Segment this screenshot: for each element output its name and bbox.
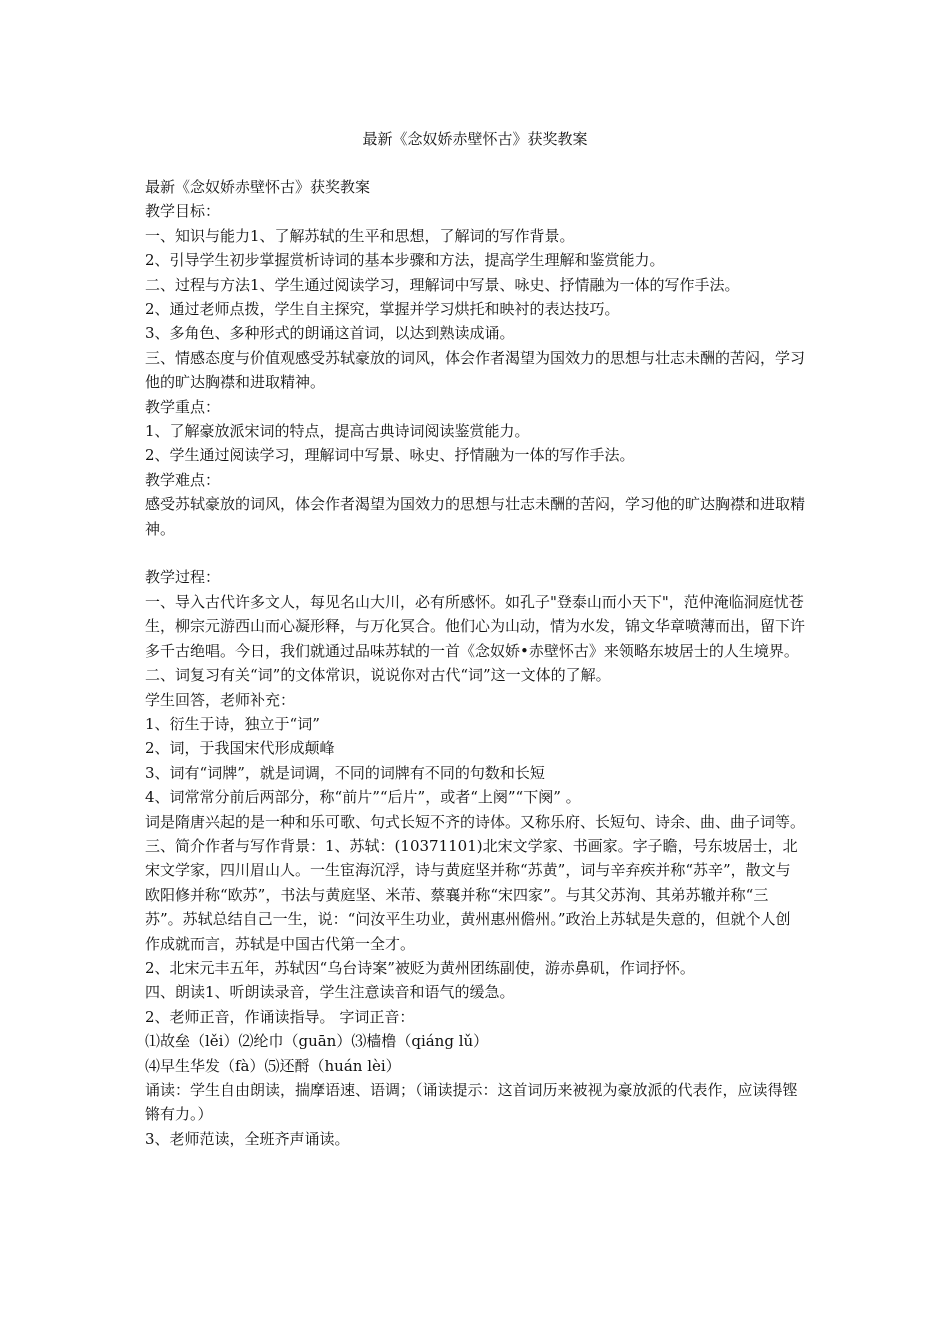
paragraph-line: 学生回答，老师补充： [145,690,296,709]
paragraph-line: 二、词复习有关“词”的文体常识，说说你对古代“词”这一文体的了解。 [145,666,611,685]
document-title: 最新《念奴娇赤壁怀古》获奖教案 [362,130,588,148]
paragraph-line: 3、词有“词牌”，就是词调，不同的词牌有不同的句数和长短 [145,763,545,782]
paragraph-line: 教学过程： [145,568,221,587]
paragraph-line: 3、多角色、多种形式的朗诵这首词，以达到熟读成诵。 [145,324,515,343]
paragraph-line: 教学重点： [145,397,221,416]
paragraph-line: 3、老师范读，全班齐声诵读。 [145,1129,350,1148]
paragraph-line: 三、简介作者与写作背景：1、苏轼：(10371101)北宋文学家、书画家。字子瞻，号东坡居士，北宋文学家，四川眉山人。一生宦海沉浮，诗与黄庭坚并称“苏黄”，词与辛弃疾并称“苏辛”，散文与欧阳修并称“欧苏”，书法与黄庭坚、米芾、蔡襄并称“宋四家”。与其父苏洵、其弟苏辙并称“三苏”。苏轼总结自己一生，说：“问汝平生功业，黄州惠州儋州。”政治上苏轼是失意的，但就个人创作成就而言，苏轼是中国古代第一全才。 [145,836,798,953]
paragraph-line: 一、导入古代许多文人，每见名山大川，必有所感怀。如孔子"登泰山而小天下"，范仲淹临洞庭忧苍生，柳宗元游西山而心凝形释，与万化冥合。他们心为山动，情为水发，锦文华章喷薄而出，留下许多千古绝唱。今日，我们就通过品味苏轼的一首《念奴娇•赤壁怀古》来领略东坡居士的人生境界。 [145,592,806,660]
paragraph-line: 教学目标： [145,202,221,221]
paragraph-line: 三、情感态度与价值观感受苏轼豪放的词风，体会作者渴望为国效力的思想与壮志未酬的苦闷，学习他的旷达胸襟和进取精神。 [145,348,806,392]
paragraph-line: 最新《念奴娇赤壁怀古》获奖教案 [145,178,371,196]
document-body [145,175,805,1151]
paragraph-line: 四、朗读1、听朗读录音，学生注意读音和语气的缓急。 [145,983,515,1002]
paragraph-line: 1、衍生于诗，独立于“词” [145,714,320,733]
paragraph-line: ⑴故垒（lěi）⑵纶巾（guān）⑶樯橹（qiáng lǔ） [145,1032,489,1051]
paragraph-line: 二、过程与方法1、学生通过阅读学习，理解词中写景、咏史、抒情融为一体的写作手法。 [145,275,740,294]
paragraph-line: 2、学生通过阅读学习，理解词中写景、咏史、抒情融为一体的写作手法。 [145,446,635,465]
paragraph-line: 诵读：学生自由朗读，揣摩语速、语调；（诵读提示：这首词历来被视为豪放派的代表作，应读得铿锵有力。） [145,1081,798,1124]
paragraph-line: 教学难点： [145,470,221,489]
paragraph-line: ⑷早生华发（fà）⑸还酹（huán lèi） [145,1056,401,1075]
paragraph-line: 2、北宋元丰五年，苏轼因“乌台诗案”被贬为黄州团练副使，游赤鼻矶，作词抒怀。 [145,958,695,977]
paragraph-line: 1、了解豪放派宋词的特点，提高古典诗词阅读鉴赏能力。 [145,422,530,441]
paragraph-line: 一、知识与能力1、了解苏轼的生平和思想，了解词的写作背景。 [145,226,575,245]
paragraph-line: 2、引导学生初步掌握赏析诗词的基本步骤和方法，提高学生理解和鉴赏能力。 [145,251,665,270]
paragraph-line: 4、词常常分前后两部分，称“前片”“后片”，或者“上阕”“下阕” 。 [145,788,581,807]
paragraph-line: 感受苏轼豪放的词风，体会作者渴望为国效力的思想与壮志未酬的苦闷，学习他的旷达胸襟和进取精神。 [145,495,806,538]
paragraph-line: 2、老师正音，作诵读指导。 字词正音： [145,1007,415,1026]
paragraph-line: 词是隋唐兴起的是一种和乐可歌、句式长短不齐的诗体。又称乐府、长短句、诗余、曲、曲子词等。 [145,812,806,831]
paragraph-line: 2、词，于我国宋代形成颠峰 [145,739,335,758]
paragraph-line: 2、通过老师点拨，学生自主探究，掌握并学习烘托和映衬的表达技巧。 [145,300,620,319]
blank-line [145,541,805,565]
